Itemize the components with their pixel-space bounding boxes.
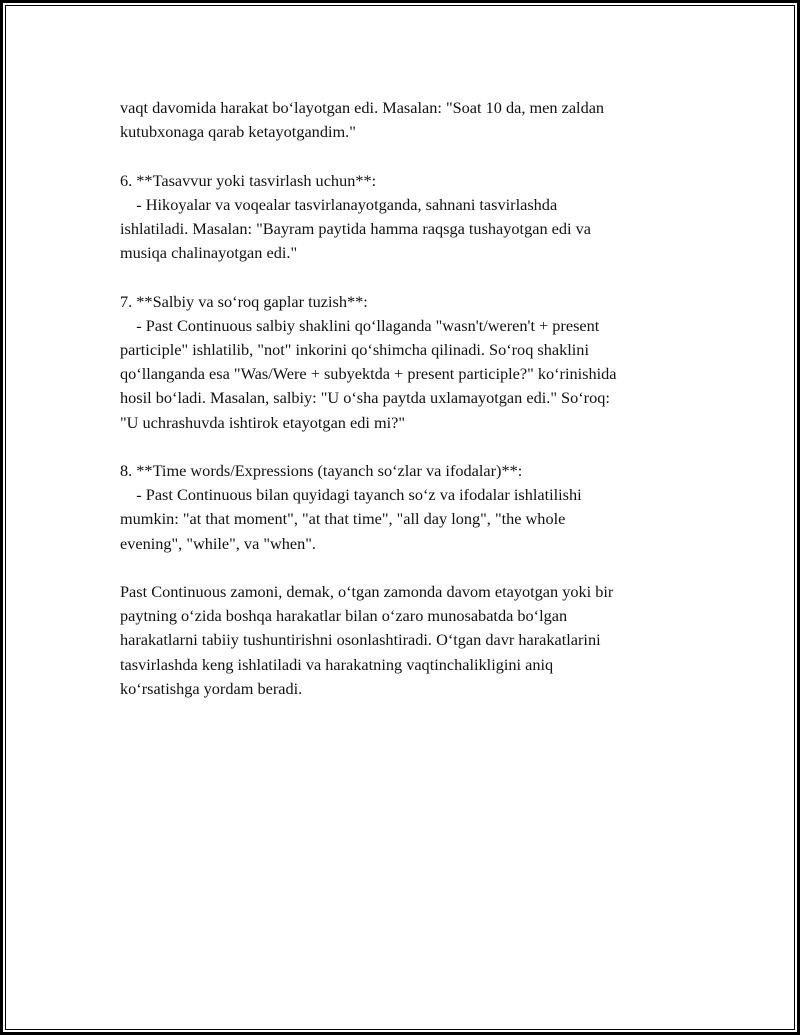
paragraph-spacer [120,556,710,580]
text-line: ishlatiladi. Masalan: "Bayram paytida hamma raqsga tushayotgan edi va [120,219,591,238]
text-line: mumkin: "at that moment", "at that time", "all day long", "the whole [120,509,566,529]
text-line: kutubxonaga qarab ketayotgandim." [120,122,356,142]
paragraph-spacer [120,144,710,168]
section-heading: 7. **Salbiy va so‘roq gaplar tuzish**: [120,291,368,311]
text-line: participle" ishlatilib, "not" inkorini qo‘shimcha qilinadi. So‘roq shaklini [120,340,589,359]
section-heading: 6. **Tasavvur yoki tasvirlash uchun**: [120,170,377,190]
text-line: Past Continuous zamoni, demak, o‘tgan zamonda davom etayotgan yoki bir [120,582,614,601]
text-line: hosil bo‘ladi. Masalan, salbiy: "U o‘sha paytda uxlamayotgan edi." So‘roq: [120,388,610,408]
paragraph-intro-continuation [120,96,710,144]
document-body [120,96,710,701]
text-line: tasvirlashda keng ishlatiladi va harakatning vaqtinchalikligini aniq [120,654,554,674]
paragraph-section-7 [120,290,710,435]
text-line: - Past Continuous bilan quyidagi tayanch so‘z va ifodalar ishlatilishi [120,485,582,505]
paragraph-spacer [120,435,710,459]
text-line: ko‘rsatishga yordam beradi. [120,678,303,698]
text-line: - Past Continuous salbiy shaklini qo‘llaganda "wasn't/weren't + present [120,315,600,335]
paragraph-section-6 [120,169,710,266]
section-heading: 8. **Time words/Expressions (tayanch so‘zlar va ifodalar)**: [120,461,523,480]
text-line: - Hikoyalar va voqealar tasvirlanayotganda, sahnani tasvirlashda [120,194,558,214]
text-line: musiqa chalinayotgan edi." [120,243,298,263]
text-line: vaqt davomida harakat bo‘layotgan edi. Masalan: "Soat 10 da, men zaldan [120,98,605,117]
text-line: harakatlarni tabiiy tushuntirishni osonlashtiradi. O‘tgan davr harakatlarini [120,630,601,650]
text-line: qo‘llanganda esa "Was/Were + subyektda + present participle?" ko‘rinishida [120,364,617,384]
paragraph-spacer [120,265,710,289]
text-line: "U uchrashuvda ishtirok etayotgan edi mi?" [120,412,406,432]
paragraph-section-8 [120,459,710,556]
text-line: paytning o‘zida boshqa harakatlar bilan o‘zaro munosabatda bo‘lgan [120,606,568,626]
paragraph-conclusion [120,580,710,701]
text-line: evening", "while", va "when". [120,533,316,553]
